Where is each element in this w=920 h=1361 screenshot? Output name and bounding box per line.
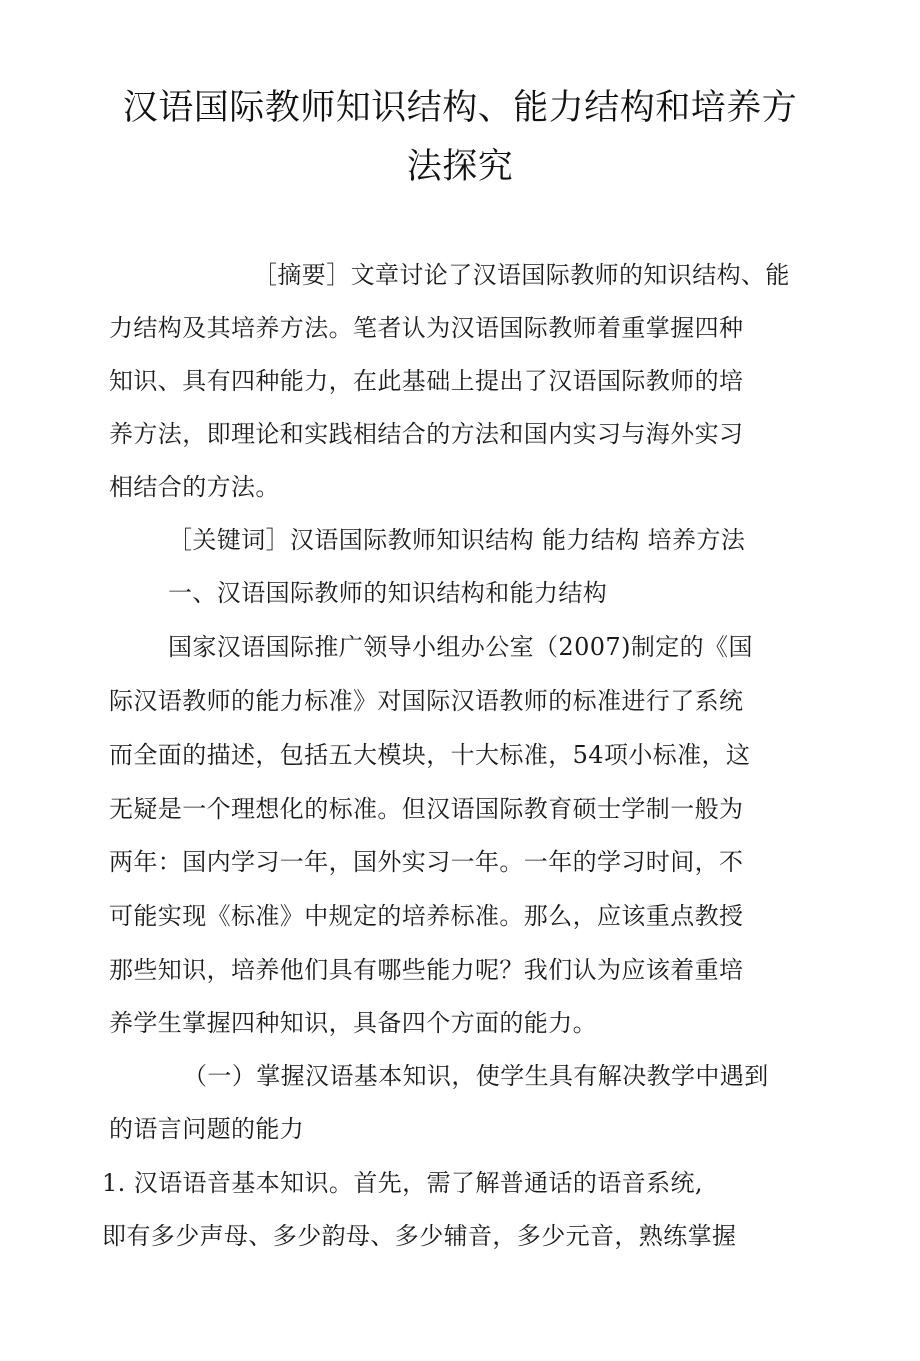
document-title-line-2: 法探究 — [406, 147, 514, 187]
paragraph-line-1: 国家汉语国际推广领导小组办公室（2007)制定的《国 — [168, 633, 753, 661]
paragraph-line-8: 养学生掌握四种知识，具备四个方面的能力。 — [109, 1009, 597, 1037]
paragraph-line-5: 两年：国内学习一年，国外实习一年。一年的学习时间，不 — [109, 848, 744, 876]
keywords-line: ［关键词］汉语国际教师知识结构 能力结构 培养方法 — [168, 526, 746, 554]
paragraph-line-7: 那些知识，培养他们具有哪些能力呢？我们认为应该着重培 — [109, 956, 744, 984]
paragraph-line-6: 可能实现《标准》中规定的培养标准。那么，应该重点教授 — [109, 902, 744, 930]
item-line-1: 1. 汉语语音基本知识。首先，需了解普通话的语音系统, — [102, 1169, 703, 1197]
abstract-line-4: 养方法，即理论和实践相结合的方法和国内实习与海外实习 — [109, 420, 744, 448]
section-heading: 一、汉语国际教师的知识结构和能力结构 — [168, 579, 608, 607]
paragraph-line-2: 际汉语教师的能力标准》对国际汉语教师的标准进行了系统 — [109, 687, 744, 715]
subheading-line-1: （一）掌握汉语基本知识，使学生具有解决教学中遇到 — [183, 1062, 769, 1090]
abstract-line-1: ［摘要］文章讨论了汉语国际教师的知识结构、能 — [253, 261, 790, 289]
paragraph-line-3: 而全面的描述，包括五大模块，十大标准，54项小标准，这 — [109, 741, 751, 769]
abstract-line-2: 力结构及其培养方法。笔者认为汉语国际教师着重掌握四种 — [109, 314, 744, 342]
document-title-line-1: 汉语国际教师知识结构、能力结构和培养方 — [122, 88, 798, 128]
subheading-line-2: 的语言问题的能力 — [109, 1115, 305, 1143]
abstract-line-3: 知识、具有四种能力，在此基础上提出了汉语国际教师的培 — [109, 367, 744, 395]
abstract-line-5: 相结合的方法。 — [109, 473, 280, 501]
paragraph-line-4: 无疑是一个理想化的标准。但汉语国际教育硕士学制一般为 — [109, 795, 744, 823]
item-line-2: 即有多少声母、多少韵母、多少辅音，多少元音，熟练掌握 — [102, 1222, 737, 1250]
